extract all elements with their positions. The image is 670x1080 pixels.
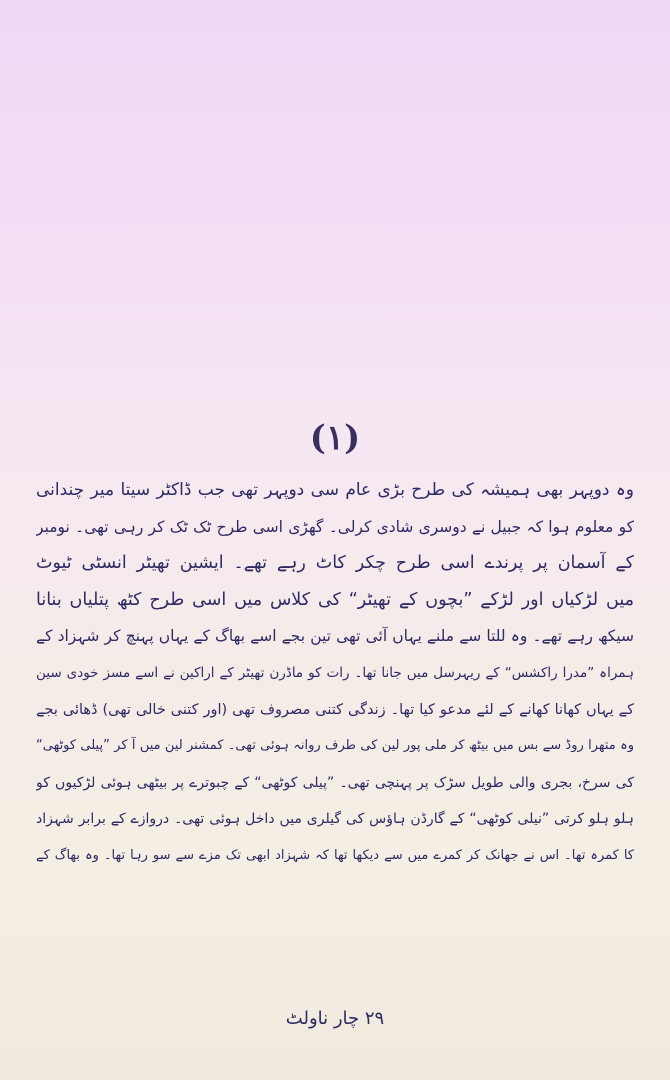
text-line: ہمراہ ”مدرا راکشس“ کے ریہرسل میں جانا تھا۔ رات کو ماڈرن تھیٹر کے اراکین نے اسے مسز خودی سین bbox=[36, 664, 634, 681]
text-line: کی سرخ، بجری والی طویل سڑک پر پہنچی تھی۔ ”پیلی کوٹھی“ کے چبوترے پر بیٹھی ہوئی لڑکیوں کو bbox=[36, 774, 634, 791]
text-line: کے یہاں کھانا کھانے کے لئے مدعو کیا تھا۔ زندگی کتنی مصروف تھی (اور کتنی خالی تھی) ڈھائی بجے bbox=[36, 701, 634, 718]
page-footer: ۲۹ چار ناولٹ bbox=[285, 1008, 385, 1029]
text-line: وہ متھرا روڈ سے بس میں بیٹھ کر ملی پور لین کی طرف روانہ ہوئی تھی۔ کمشنر لین میں آ کر ”پیلی کوٹھی“ bbox=[36, 738, 634, 754]
text-line: ہلو ہلو کرتی ”نیلی کوٹھی“ کے گارڈن ہاؤس کی گیلری میں داخل ہوئی تھی۔ دروازے کے برابر شہزاد bbox=[36, 811, 634, 828]
text-line: سیکھ رہے تھے۔ وہ للتا سے ملنے یہاں آئی تھی تین بجے اسے بھاگ کے یہاں پہنچ کر شہزاد کے bbox=[36, 627, 634, 646]
text-line: کا کمرہ تھا۔ اس نے جھانک کر کمرے میں سے دیکھا تھا کہ شہزاد ابھی تک مزے سے سو رہا تھا۔ وہ بھاگ کے bbox=[36, 847, 634, 863]
body-text bbox=[36, 472, 634, 875]
chapter-number: (۱) bbox=[309, 418, 361, 458]
text-line: میں لڑکیاں اور لڑکے ”بچوں کے تھیٹر“ کی کلاس میں اسی طرح کٹھ پتلیاں بنانا bbox=[36, 589, 634, 610]
text-line: کو معلوم ہوا کہ جبیل نے دوسری شادی کرلی۔ گھڑی اسی طرح ٹک ٹک کر رہی تھی۔ نومبر bbox=[36, 517, 634, 536]
text-line: کے آسمان پر پرندے اسی طرح چکر کاٹ رہے تھے۔ ایشین تھیٹر انسٹی ٹیوٹ bbox=[36, 553, 634, 574]
text-line: وہ دوپہر بھی ہمیشہ کی طرح بڑی عام سی دوپہر تھی جب ڈاکٹر سیتا میر چندانی bbox=[36, 480, 634, 500]
